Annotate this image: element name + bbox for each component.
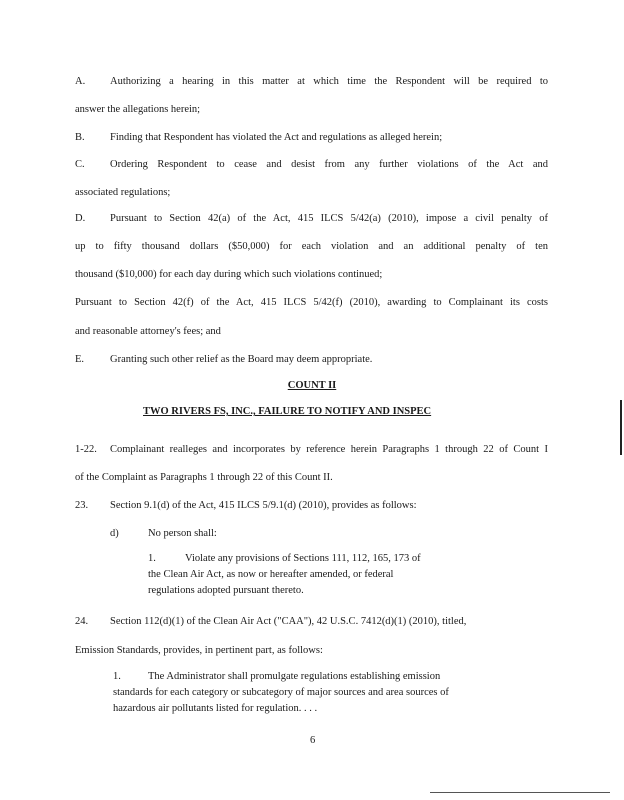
item-d-label: D. xyxy=(75,213,86,224)
count-subtitle: TWO RIVERS FS, INC., FAILURE TO NOTIFY AND INSPEC xyxy=(143,406,432,417)
item-a-line-1: Authorizing a hearing in this matter at which time the Respondent will be required to xyxy=(110,76,548,87)
para-24-label: 24. xyxy=(75,616,89,627)
para-24-quote-line-1: The Administrator shall promulgate regulations establishing emission xyxy=(148,671,441,682)
item-c-line-2: associated regulations; xyxy=(75,187,171,198)
para-23-line-1: Section 9.1(d) of the Act, 415 ILCS 5/9.1(d) (2010), provides as follows: xyxy=(110,500,417,511)
item-a-line-2: answer the allegations herein; xyxy=(75,104,201,115)
para-1-22-line-1: Complainant realleges and incorporates by reference herein Paragraphs 1 through 22 of Count I xyxy=(110,444,548,455)
para-24-quote-line-2: standards for each category or subcategory of major sources and area sources of xyxy=(113,687,449,698)
para-23-quote-line-1: Violate any provisions of Sections 111, 112, 165, 173 of xyxy=(185,553,421,564)
item-d-line-3: thousand ($10,000) for each day during which such violations continued; xyxy=(75,269,383,280)
para-1-22-line-2: of the Complaint as Paragraphs 1 through 22 of this Count II. xyxy=(75,472,333,483)
item-d-cont-line-1: Pursuant to Section 42(f) of the Act, 415 ILCS 5/42(f) (2010), awarding to Complainant its costs xyxy=(75,297,548,308)
para-23-quote-label: 1. xyxy=(148,553,156,564)
item-e-line-1: Granting such other relief as the Board may deem appropriate. xyxy=(110,354,373,365)
item-b-line-1: Finding that Respondent has violated the Act and regulations as alleged herein; xyxy=(110,132,443,143)
item-e-label: E. xyxy=(75,354,85,365)
para-24-line-1: Section 112(d)(1) of the Clean Air Act ("CAA"), 42 U.S.C. 7412(d)(1) (2010), titled, xyxy=(110,616,467,627)
item-c-label: C. xyxy=(75,159,85,170)
para-23-sub-label: d) xyxy=(110,528,119,539)
item-d-cont-line-2: and reasonable attorney's fees; and xyxy=(75,326,221,337)
para-24-quote-label: 1. xyxy=(113,671,121,682)
item-b-label: B. xyxy=(75,132,85,143)
para-24-line-2: Emission Standards, provides, in pertinent part, as follows: xyxy=(75,645,323,656)
item-d-line-1: Pursuant to Section 42(a) of the Act, 415 ILCS 5/42(a) (2010), impose a civil penalty of xyxy=(110,213,548,224)
item-c-line-1: Ordering Respondent to cease and desist from any further violations of the Act and xyxy=(110,159,548,170)
count-title: COUNT II xyxy=(287,380,337,391)
scan-bottom-line xyxy=(430,792,610,793)
para-24-quote-line-3: hazardous air pollutants listed for regulation. . . . xyxy=(113,703,318,714)
para-23-quote-line-3: regulations adopted pursuant thereto. xyxy=(148,585,304,596)
scan-edge-mark xyxy=(620,400,622,455)
para-23-quote-line-2: the Clean Air Act, as now or hereafter amended, or federal xyxy=(148,569,394,580)
para-1-22-label: 1-22. xyxy=(75,444,97,455)
item-a-label: A. xyxy=(75,76,86,87)
item-d-line-2: up to fifty thousand dollars ($50,000) for each violation and an additional penalty of ten xyxy=(75,241,548,252)
para-23-sub-text: No person shall: xyxy=(148,528,217,539)
para-23-label: 23. xyxy=(75,500,89,511)
page-number: 6 xyxy=(310,735,316,746)
